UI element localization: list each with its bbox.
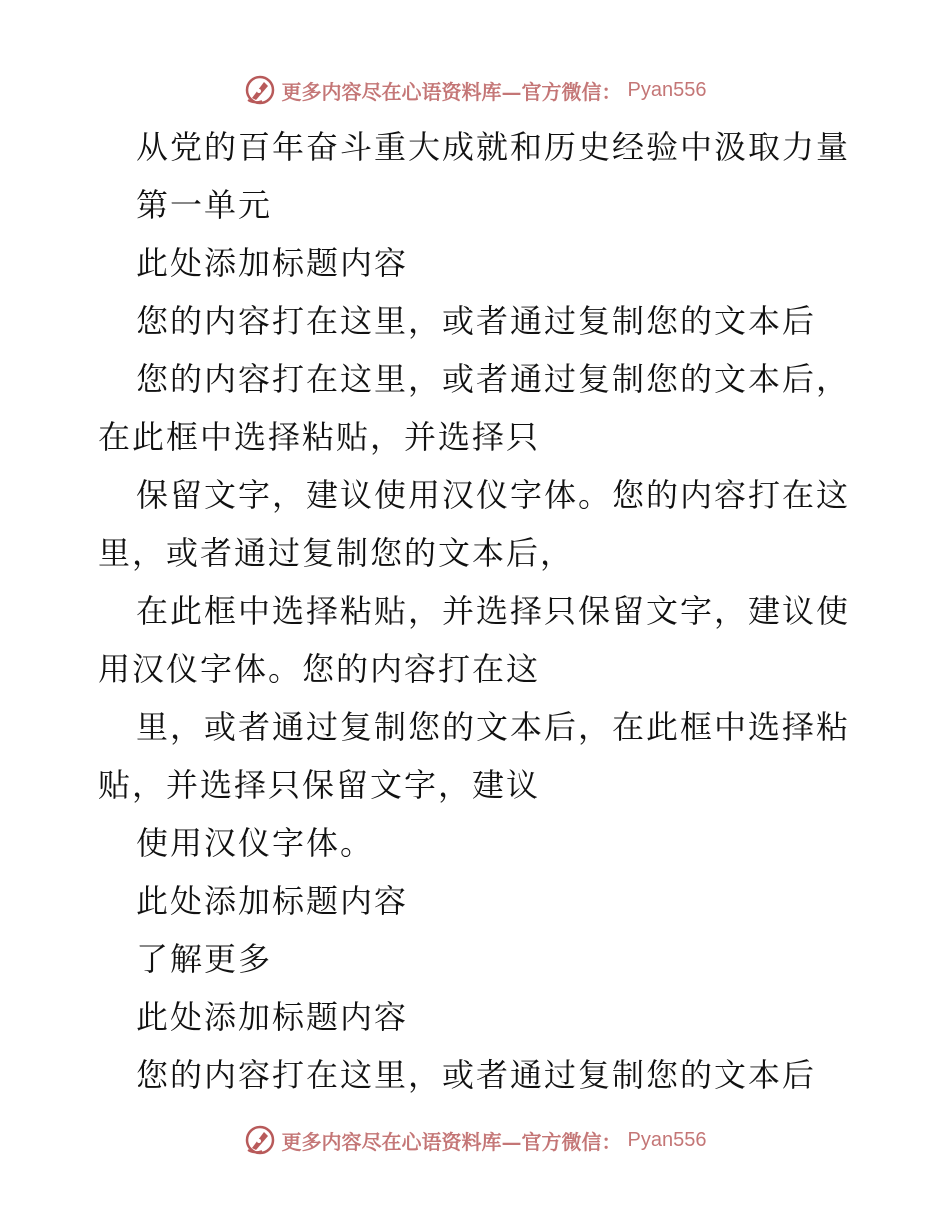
text-line: 您的内容打在这里，或者通过复制您的文本后 [136, 302, 817, 340]
text-line: 在此框中选择粘贴，并选择只 [98, 418, 541, 456]
footer-watermark [0, 1120, 950, 1160]
text-line: 此处添加标题内容 [136, 882, 409, 920]
text-line: 您的内容打在这里，或者通过复制您的文本后 [136, 1056, 817, 1094]
watermark-account: Pyan556 [627, 78, 707, 101]
watermark-account: Pyan556 [627, 1128, 707, 1151]
text-line: 此处添加标题内容 [136, 244, 409, 282]
text-line: 使用汉仪字体。 [136, 824, 375, 862]
watermark-text: 更多内容尽在心语资料库—官方微信： [281, 1129, 622, 1154]
text-line: 此处添加标题内容 [136, 998, 409, 1036]
text-line: 贴，并选择只保留文字，建议 [98, 766, 541, 804]
header-watermark [0, 70, 950, 110]
text-line: 保留文字，建议使用汉仪字体。您的内容打在这 [136, 476, 851, 514]
pen-nib-logo-icon [244, 1124, 276, 1156]
watermark-text: 更多内容尽在心语资料库—官方微信： [281, 79, 622, 104]
text-line: 在此框中选择粘贴，并选择只保留文字，建议使 [136, 592, 851, 630]
text-line: 了解更多 [136, 940, 273, 978]
text-line: 第一单元 [136, 186, 273, 224]
text-line: 用汉仪字体。您的内容打在这 [98, 650, 541, 688]
text-line: 从党的百年奋斗重大成就和历史经验中汲取力量 [136, 128, 851, 166]
document-body [98, 118, 858, 1104]
text-line: 里，或者通过复制您的文本后， [98, 534, 575, 572]
text-line: 您的内容打在这里，或者通过复制您的文本后， [136, 360, 851, 398]
pen-nib-logo-icon [244, 74, 276, 106]
text-line: 里，或者通过复制您的文本后，在此框中选择粘 [136, 708, 851, 746]
